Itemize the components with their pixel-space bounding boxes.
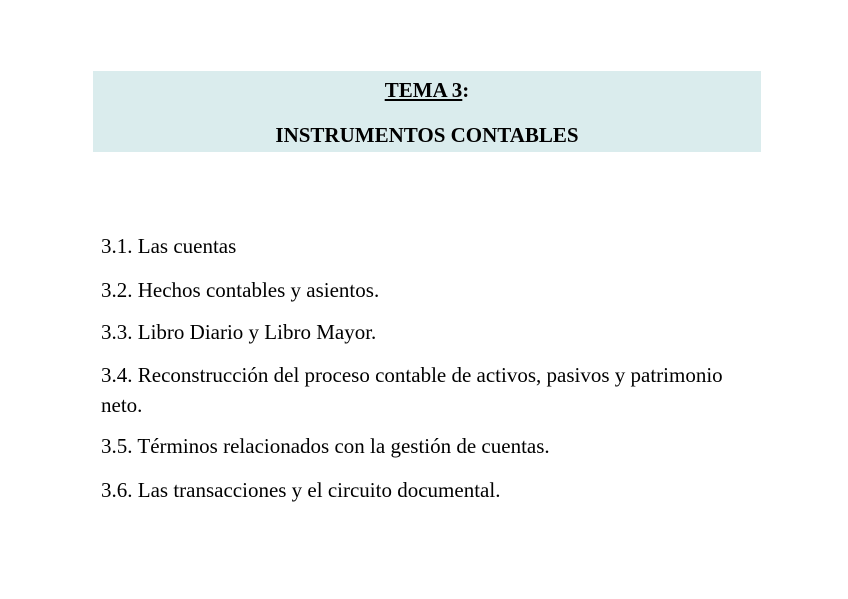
topic-number	[93, 78, 761, 102]
toc-item: 3.1. Las cuentas	[101, 234, 237, 258]
table-of-contents	[101, 232, 741, 520]
toc-item: 3.3. Libro Diario y Libro Mayor.	[101, 320, 377, 344]
topic-colon: :	[462, 78, 470, 102]
topic-label: TEMA 3	[384, 78, 463, 102]
toc-item: 3.5. Términos relacionados con la gestión de cuentas.	[101, 434, 550, 458]
toc-item: 3.4. Reconstrucción del proceso contable de activos, pasivos y patrimonio neto.	[101, 363, 723, 417]
toc-item: 3.6. Las transacciones y el circuito documental.	[101, 478, 501, 502]
toc-item: 3.2. Hechos contables y asientos.	[101, 278, 380, 302]
heading-banner	[93, 71, 761, 152]
topic-title: INSTRUMENTOS CONTABLES	[275, 123, 579, 147]
